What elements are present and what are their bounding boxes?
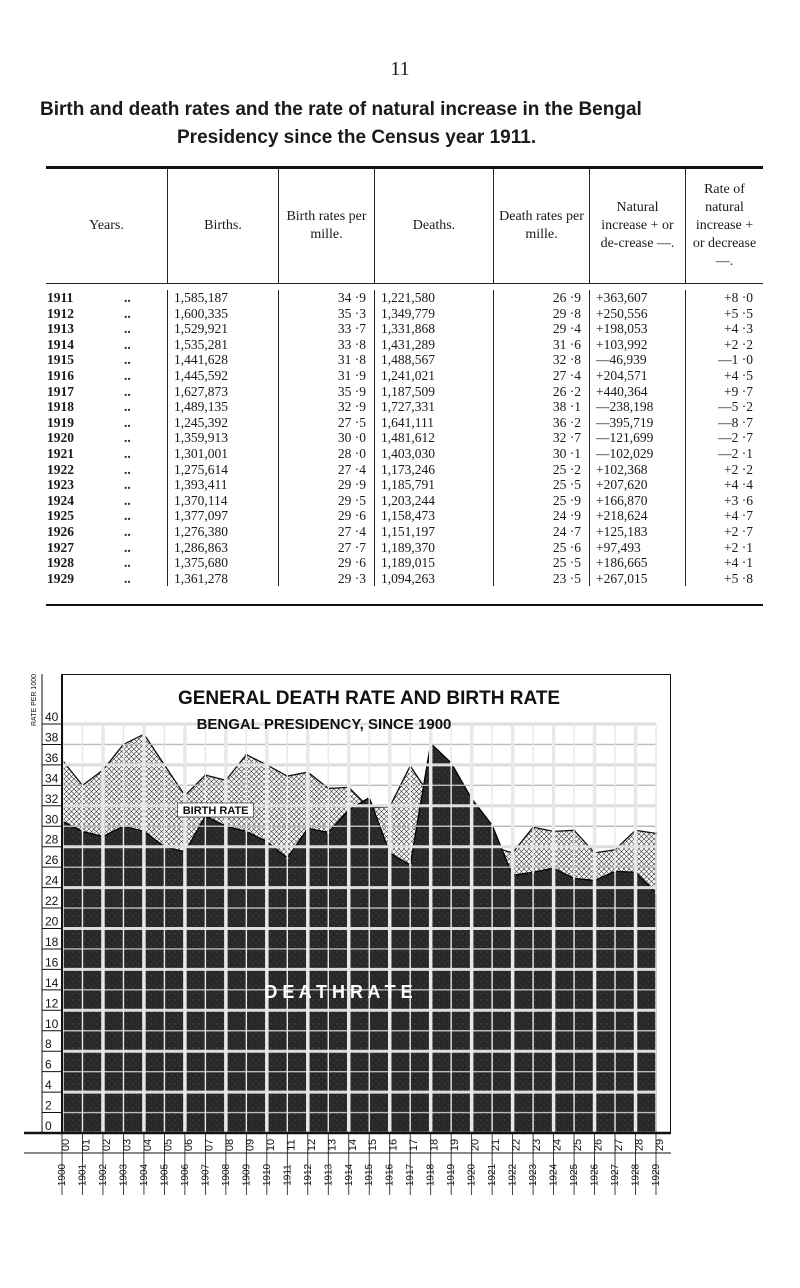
cell-birth-rate: 29 ·5	[337, 492, 366, 508]
cell-year	[46, 555, 167, 571]
cell-deaths: 1,203,244	[381, 492, 435, 508]
x-tick-label: 1922	[507, 1163, 519, 1187]
cell-leader-dots: ..	[124, 555, 131, 571]
cell-year	[46, 306, 167, 322]
death-rate-column	[493, 290, 589, 586]
cell-death-rate: 36 ·2	[552, 414, 581, 430]
cell-leader-dots: ..	[124, 383, 131, 399]
cell-year	[46, 352, 167, 368]
x-tick-label: 1911	[282, 1164, 294, 1186]
cell-rate: +8 ·0	[724, 290, 753, 305]
cell-death-rate: 24 ·9	[552, 508, 581, 524]
x-tick-label: 1915	[364, 1163, 376, 1187]
death-rate-label: D E A T H R A T E	[264, 982, 413, 1003]
cell-birth-rate: 31 ·8	[337, 352, 366, 368]
x-tick-label: 1919	[446, 1163, 458, 1187]
cell-deaths: 1,189,370	[381, 539, 435, 555]
cell-birth-rate: 35 ·9	[337, 383, 366, 399]
cell-deaths: 1,727,331	[381, 399, 435, 415]
cell-births: 1,245,392	[174, 414, 228, 430]
cell-year	[46, 337, 167, 353]
cell-death-rate: 30 ·1	[552, 445, 581, 461]
cell-births: 1,393,411	[174, 477, 228, 493]
x-tick-label-short: 23	[531, 1138, 544, 1152]
cell-leader-dots: ..	[124, 477, 131, 493]
cell-leader-dots: ..	[124, 352, 131, 368]
cell-births: 1,535,281	[174, 336, 228, 352]
cell-rate: +4 ·4	[724, 477, 753, 493]
x-tick-label: 1920	[466, 1163, 478, 1187]
x-tick-label: 1903	[118, 1163, 130, 1187]
y-tick-label: 36	[45, 750, 59, 765]
cell-deaths: 1,189,015	[381, 555, 435, 571]
cell-rate: +5 ·5	[724, 305, 753, 321]
x-tick-label-short: 08	[223, 1138, 236, 1152]
cell-leader-dots: ..	[124, 367, 131, 383]
cell-deaths: 1,173,246	[381, 461, 435, 477]
x-tick-label-short: 19	[449, 1138, 462, 1152]
cell-rate: +3 ·6	[724, 492, 753, 508]
cell-rate: +9 ·7	[724, 383, 753, 399]
x-tick-label-short: 15	[367, 1138, 380, 1152]
cell-leader-dots: ..	[124, 399, 131, 415]
y-tick-label: 6	[45, 1057, 52, 1072]
x-tick-label-short: 17	[408, 1138, 421, 1152]
cell-rate: +2 ·2	[724, 461, 753, 477]
y-tick-label: 30	[45, 812, 59, 827]
cell-births: 1,600,335	[174, 305, 228, 321]
x-tick-label: 1927	[610, 1163, 622, 1187]
x-tick-label-short: 11	[285, 1139, 298, 1151]
cell-rate: +2 ·2	[724, 336, 753, 352]
cell-birth-rate: 31 ·9	[337, 367, 366, 383]
y-tick-label: 0	[45, 1119, 52, 1133]
y-tick-label: 4	[45, 1078, 52, 1093]
y-tick-label: 14	[45, 975, 59, 990]
cell-deaths: 1,331,868	[381, 321, 435, 337]
y-tick-label: 28	[45, 832, 59, 847]
cell-leader-dots: ..	[124, 430, 131, 446]
cell-birth-rate: 35 ·3	[337, 305, 366, 321]
cell-year-value: 1917	[47, 383, 74, 399]
cell-year-value: 1927	[47, 539, 74, 555]
cell-death-rate: 26 ·9	[552, 290, 581, 305]
x-tick-label: 1916	[384, 1163, 396, 1187]
cell-deaths: 1,403,030	[381, 445, 435, 461]
cell-deaths: 1,641,111	[381, 414, 434, 430]
cell-year-value: 1929	[47, 570, 74, 586]
cell-death-rate: 27 ·4	[552, 367, 581, 383]
cell-rate: —1 ·0	[718, 352, 753, 368]
x-tick-label: 1910	[261, 1163, 273, 1187]
page-number: 11	[390, 58, 410, 80]
x-tick-label: 1918	[425, 1163, 437, 1187]
cell-deaths: 1,158,473	[381, 508, 435, 524]
cell-births: 1,276,380	[174, 523, 228, 539]
cell-deaths: 1,481,612	[381, 430, 435, 446]
x-tick-label: 1900	[57, 1163, 68, 1187]
y-tick-label: 32	[45, 791, 59, 806]
header-death-rates: Death rates per mille.	[493, 169, 589, 283]
cell-death-rate: 25 ·2	[552, 461, 581, 477]
x-tick-label: 1923	[528, 1163, 540, 1187]
cell-natural: +186,665	[596, 555, 648, 571]
cell-death-rate: 23 ·5	[552, 570, 581, 586]
cell-births: 1,529,921	[174, 321, 228, 337]
x-tick-label-short: 28	[633, 1138, 646, 1152]
x-tick-label-short: 10	[264, 1138, 277, 1152]
cell-natural: —102,029	[596, 445, 654, 461]
cell-leader-dots: ..	[124, 508, 131, 524]
x-tick-label: 1928	[630, 1163, 642, 1187]
cell-leader-dots: ..	[124, 290, 131, 305]
x-tick-label: 1925	[569, 1163, 581, 1187]
x-tick-label: 1914	[343, 1163, 355, 1187]
header-birth-rates: Birth rates per mille.	[278, 169, 374, 283]
rates-table	[46, 166, 763, 606]
cell-deaths: 1,431,289	[381, 336, 435, 352]
cell-birth-rate: 29 ·6	[337, 555, 366, 571]
cell-rate: —2 ·7	[718, 430, 753, 446]
cell-year	[46, 462, 167, 478]
cell-natural: +250,556	[596, 305, 648, 321]
cell-leader-dots: ..	[124, 461, 131, 477]
x-tick-label: 1921	[487, 1163, 499, 1187]
x-tick-label-short: 26	[592, 1138, 605, 1152]
header-births: Births.	[167, 169, 278, 283]
cell-birth-rate: 34 ·9	[337, 290, 366, 305]
x-tick-label-short: 14	[346, 1138, 359, 1152]
x-tick-label-short: 24	[551, 1138, 564, 1152]
x-tick-label-short: 05	[162, 1138, 175, 1152]
cell-natural: +166,870	[596, 492, 648, 508]
y-tick-label: 18	[45, 934, 59, 949]
cell-year-value: 1914	[47, 336, 74, 352]
cell-deaths: 1,185,791	[381, 477, 435, 493]
cell-deaths: 1,151,197	[381, 523, 435, 539]
cell-rate: —8 ·7	[718, 414, 753, 430]
x-tick-label: 1907	[200, 1163, 212, 1187]
y-tick-label: 12	[45, 996, 59, 1011]
cell-year	[46, 508, 167, 524]
x-tick-label: 1913	[323, 1163, 335, 1187]
cell-year	[46, 493, 167, 509]
cell-births: 1,627,873	[174, 383, 228, 399]
cell-year-value: 1923	[47, 477, 74, 493]
cell-death-rate: 26 ·2	[552, 383, 581, 399]
x-tick-label: 1917	[405, 1163, 417, 1187]
x-tick-label: 1905	[159, 1163, 171, 1187]
cell-leader-dots: ..	[124, 414, 131, 430]
cell-natural: +267,015	[596, 570, 648, 586]
x-tick-label-short: 09	[244, 1138, 257, 1152]
cell-rate: +5 ·8	[724, 570, 753, 586]
cell-year-value: 1918	[47, 399, 74, 415]
cell-death-rate: 25 ·6	[552, 539, 581, 555]
cell-year	[46, 321, 167, 337]
cell-year	[46, 290, 167, 306]
x-tick-label: 1908	[220, 1163, 232, 1187]
cell-birth-rate: 33 ·8	[337, 336, 366, 352]
cell-leader-dots: ..	[124, 523, 131, 539]
cell-rate: +2 ·1	[724, 539, 753, 555]
cell-natural: +218,624	[596, 508, 648, 524]
cell-year-value: 1922	[47, 461, 74, 477]
y-tick-label: 2	[45, 1098, 52, 1113]
cell-deaths: 1,094,263	[381, 570, 435, 586]
y-tick-label: 34	[45, 771, 59, 786]
cell-rate: +4 ·1	[724, 555, 753, 571]
cell-deaths: 1,241,021	[381, 367, 435, 383]
birth-rate-label: BIRTH RATE	[182, 804, 249, 817]
cell-rate: +4 ·7	[724, 508, 753, 524]
x-tick-label-short: 18	[428, 1138, 441, 1152]
years-column	[46, 290, 167, 586]
cell-year	[46, 446, 167, 462]
cell-births: 1,445,592	[174, 367, 228, 383]
birth-death-rate-chart	[24, 674, 671, 1201]
cell-year	[46, 540, 167, 556]
cell-year	[46, 524, 167, 540]
x-tick-label: 1926	[589, 1163, 601, 1187]
y-tick-label: 24	[45, 873, 59, 888]
y-tick-label: 8	[45, 1037, 52, 1052]
cell-leader-dots: ..	[124, 305, 131, 321]
cell-death-rate: 38 ·1	[552, 399, 581, 415]
x-tick-label-short: 01	[80, 1138, 93, 1152]
cell-birth-rate: 27 ·5	[337, 414, 366, 430]
cell-birth-rate: 33 ·7	[337, 321, 366, 337]
x-tick-label-short: 21	[490, 1138, 503, 1152]
x-tick-label: 1929	[651, 1163, 662, 1187]
cell-death-rate: 32 ·8	[552, 352, 581, 368]
cell-year-value: 1916	[47, 367, 74, 383]
cell-year-value: 1928	[47, 555, 74, 571]
cell-leader-dots: ..	[124, 445, 131, 461]
cell-leader-dots: ..	[124, 539, 131, 555]
cell-year	[46, 571, 167, 587]
cell-births: 1,585,187	[174, 290, 228, 305]
cell-birth-rate: 27 ·7	[337, 539, 366, 555]
cell-year	[46, 477, 167, 493]
x-tick-label: 1904	[138, 1163, 150, 1187]
cell-rate: —5 ·2	[718, 399, 753, 415]
natural-increase-column	[589, 290, 685, 586]
x-tick-label-short: 13	[326, 1138, 339, 1152]
cell-birth-rate: 29 ·6	[337, 508, 366, 524]
cell-natural: +440,364	[596, 383, 648, 399]
heading-line-2: Presidency since the Census year 1911.	[177, 127, 537, 148]
cell-year-value: 1911	[47, 290, 74, 305]
x-tick-label: 1906	[179, 1163, 191, 1187]
chart-subtitle: BENGAL PRESIDENCY, SINCE 1900	[196, 716, 452, 733]
y-tick-label: 20	[45, 914, 59, 929]
cell-year	[46, 415, 167, 431]
cell-natural: —121,699	[596, 430, 654, 446]
cell-death-rate: 25 ·5	[552, 555, 581, 571]
cell-birth-rate: 27 ·4	[337, 523, 366, 539]
cell-birth-rate: 30 ·0	[337, 430, 366, 446]
cell-natural: +198,053	[596, 321, 648, 337]
cell-year-value: 1921	[47, 445, 74, 461]
cell-births: 1,286,863	[174, 539, 228, 555]
cell-year-value: 1912	[47, 305, 74, 321]
x-tick-label-short: 25	[572, 1138, 585, 1152]
cell-births: 1,370,114	[174, 492, 228, 508]
cell-deaths: 1,187,509	[381, 383, 435, 399]
cell-natural: +102,368	[596, 461, 648, 477]
heading-line-1: Birth and death rates and the rate of natural increase in the Bengal	[40, 99, 642, 120]
cell-death-rate: 25 ·5	[552, 477, 581, 493]
y-axis-label: RATE PER 1000	[31, 674, 38, 727]
x-tick-label-short: 12	[305, 1138, 318, 1152]
x-tick-label-short: 22	[510, 1138, 523, 1152]
cell-death-rate: 29 ·4	[552, 321, 581, 337]
x-tick-label: 1902	[97, 1163, 109, 1187]
cell-year-value: 1915	[47, 352, 74, 368]
page-heading	[40, 96, 780, 152]
x-tick-label-short: 16	[387, 1138, 400, 1152]
header-deaths: Deaths.	[374, 169, 493, 283]
cell-rate: +2 ·7	[724, 523, 753, 539]
header-years: Years.	[89, 218, 124, 233]
cell-births: 1,275,614	[174, 461, 228, 477]
cell-birth-rate: 32 ·9	[337, 399, 366, 415]
cell-leader-dots: ..	[124, 321, 131, 337]
x-tick-label: 1909	[241, 1163, 253, 1187]
cell-death-rate: 32 ·7	[552, 430, 581, 446]
table-header	[46, 169, 763, 284]
cell-year	[46, 430, 167, 446]
cell-birth-rate: 29 ·9	[337, 477, 366, 493]
x-tick-label-short: 04	[141, 1138, 154, 1152]
cell-rate: +4 ·3	[724, 321, 753, 337]
births-column	[167, 290, 278, 586]
x-tick-label-short: 27	[613, 1138, 626, 1152]
x-tick-label: 1912	[302, 1163, 314, 1187]
cell-birth-rate: 27 ·4	[337, 461, 366, 477]
x-tick-label-short: 00	[60, 1138, 72, 1152]
cell-leader-dots: ..	[124, 492, 131, 508]
x-tick-label-short: 29	[654, 1138, 666, 1152]
cell-year-value: 1920	[47, 430, 74, 446]
y-tick-label: 40	[45, 710, 59, 724]
cell-natural: +204,571	[596, 367, 648, 383]
cell-year-value: 1926	[47, 523, 74, 539]
cell-births: 1,377,097	[174, 508, 228, 524]
birth-rate-column	[278, 290, 374, 586]
cell-deaths: 1,221,580	[381, 290, 435, 305]
chart-grid	[62, 724, 656, 1133]
rate-column	[685, 290, 763, 586]
cell-year-value: 1913	[47, 321, 74, 337]
cell-year-value: 1924	[47, 492, 74, 508]
x-tick-label-short: 20	[469, 1138, 482, 1152]
y-tick-label: 22	[45, 894, 59, 909]
cell-leader-dots: ..	[124, 336, 131, 352]
cell-births: 1,489,135	[174, 399, 228, 415]
cell-births: 1,441,628	[174, 352, 228, 368]
x-tick-label: 1924	[548, 1163, 560, 1187]
cell-death-rate: 24 ·7	[552, 523, 581, 539]
x-tick-label: 1901	[77, 1163, 89, 1187]
cell-year-value: 1919	[47, 414, 74, 430]
y-tick-label: 26	[45, 853, 59, 868]
cell-deaths: 1,488,567	[381, 352, 435, 368]
table-body	[46, 284, 763, 604]
cell-births: 1,359,913	[174, 430, 228, 446]
cell-births: 1,361,278	[174, 570, 228, 586]
cell-natural: +207,620	[596, 477, 648, 493]
cell-death-rate: 31 ·6	[552, 336, 581, 352]
cell-year	[46, 399, 167, 415]
cell-births: 1,375,680	[174, 555, 228, 571]
header-natural-increase: Natural increase + or de-crease —.	[589, 169, 685, 283]
cell-year-value: 1925	[47, 508, 74, 524]
cell-rate: +4 ·5	[724, 367, 753, 383]
x-tick-label-short: 03	[121, 1138, 134, 1152]
cell-birth-rate: 28 ·0	[337, 445, 366, 461]
cell-natural: +125,183	[596, 523, 648, 539]
cell-natural: +363,607	[596, 290, 648, 305]
cell-death-rate: 29 ·8	[552, 305, 581, 321]
deaths-column	[374, 290, 493, 586]
cell-births: 1,301,001	[174, 445, 228, 461]
x-tick-label-short: 07	[203, 1138, 216, 1152]
cell-death-rate: 25 ·9	[552, 492, 581, 508]
cell-natural: +97,493	[596, 539, 641, 555]
cell-natural: —238,198	[596, 399, 654, 415]
cell-natural: —46,939	[596, 352, 647, 368]
x-tick-label-short: 02	[100, 1138, 113, 1152]
cell-year	[46, 384, 167, 400]
cell-rate: —2 ·1	[718, 445, 753, 461]
header-rate-natural-increase: Rate of natural increase + or decrease —.	[685, 169, 763, 283]
chart-title: GENERAL DEATH RATE AND BIRTH RATE	[177, 688, 561, 709]
cell-leader-dots: ..	[124, 570, 131, 586]
y-tick-label: 10	[45, 1016, 59, 1031]
cell-natural: +103,992	[596, 336, 648, 352]
cell-deaths: 1,349,779	[381, 305, 435, 321]
x-tick-label-short: 06	[182, 1138, 195, 1152]
cell-year	[46, 368, 167, 384]
y-tick-label: 38	[45, 730, 59, 745]
cell-natural: —395,719	[596, 414, 654, 430]
cell-birth-rate: 29 ·3	[337, 570, 366, 586]
y-tick-label: 16	[45, 955, 59, 970]
